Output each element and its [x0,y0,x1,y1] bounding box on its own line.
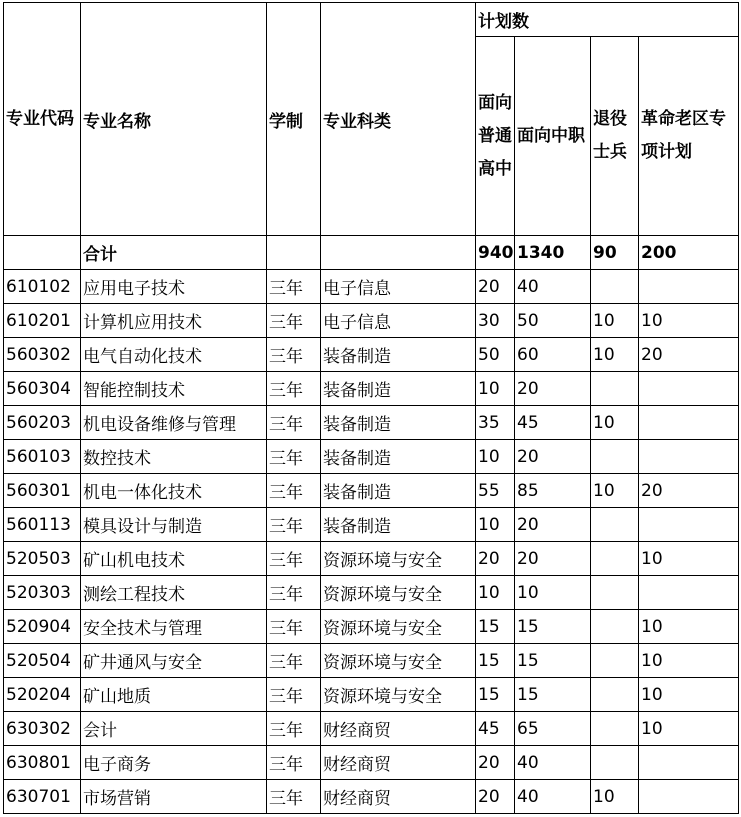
cell-category: 资源环境与安全 [321,678,476,712]
cell-plan-old-revolutionary: 10 [639,610,739,644]
table-row [4,304,739,338]
cell-plan-vocational: 45 [515,406,591,440]
table-row [4,746,739,780]
cell-plan-old-revolutionary [639,576,739,610]
header-duration: 学制 [267,3,321,236]
table-row [4,780,739,814]
cell-plan-vocational: 50 [515,304,591,338]
cell-code: 560203 [4,406,81,440]
total-old-revolutionary: 200 [639,236,739,270]
cell-duration: 三年 [267,678,321,712]
cell-code: 610201 [4,304,81,338]
cell-duration: 三年 [267,508,321,542]
cell-plan-vocational: 20 [515,542,591,576]
cell-name: 应用电子技术 [81,270,267,304]
cell-duration: 三年 [267,780,321,814]
cell-duration: 三年 [267,270,321,304]
cell-name: 测绘工程技术 [81,576,267,610]
cell-plan-highschool: 20 [476,780,515,814]
cell-name: 智能控制技术 [81,372,267,406]
cell-name: 机电设备维修与管理 [81,406,267,440]
cell-plan-highschool: 10 [476,508,515,542]
cell-name: 会计 [81,712,267,746]
cell-category: 装备制造 [321,406,476,440]
cell-code: 560301 [4,474,81,508]
cell-plan-highschool: 20 [476,542,515,576]
cell-code: 630302 [4,712,81,746]
cell-duration: 三年 [267,610,321,644]
total-row [4,236,739,270]
cell-plan-veterans [591,678,639,712]
total-duration-cell [267,236,321,270]
cell-category: 电子信息 [321,270,476,304]
cell-plan-old-revolutionary [639,372,739,406]
cell-name: 机电一体化技术 [81,474,267,508]
cell-plan-vocational: 20 [515,440,591,474]
table-row [4,372,739,406]
cell-plan-old-revolutionary [639,508,739,542]
table-row [4,440,739,474]
cell-category: 资源环境与安全 [321,576,476,610]
total-veterans: 90 [591,236,639,270]
cell-plan-vocational: 15 [515,678,591,712]
table-row [4,576,739,610]
cell-plan-vocational: 20 [515,372,591,406]
cell-plan-highschool: 10 [476,576,515,610]
cell-category: 装备制造 [321,372,476,406]
header-plan-veterans: 退役士兵 [591,37,639,236]
cell-plan-old-revolutionary: 10 [639,678,739,712]
total-label: 合计 [81,236,267,270]
cell-plan-highschool: 15 [476,610,515,644]
cell-duration: 三年 [267,474,321,508]
cell-name: 矿井通风与安全 [81,644,267,678]
cell-plan-veterans [591,542,639,576]
cell-code: 610102 [4,270,81,304]
cell-duration: 三年 [267,542,321,576]
table-header [4,3,739,236]
cell-duration: 三年 [267,338,321,372]
table-row [4,644,739,678]
table-row [4,270,739,304]
cell-duration: 三年 [267,406,321,440]
cell-name: 矿山机电技术 [81,542,267,576]
cell-plan-veterans [591,746,639,780]
cell-name: 市场营销 [81,780,267,814]
cell-plan-vocational: 10 [515,576,591,610]
cell-plan-veterans [591,644,639,678]
cell-plan-veterans [591,712,639,746]
cell-plan-veterans [591,270,639,304]
cell-plan-old-revolutionary [639,406,739,440]
cell-plan-highschool: 50 [476,338,515,372]
cell-duration: 三年 [267,576,321,610]
cell-plan-old-revolutionary: 10 [639,304,739,338]
header-name: 专业名称 [81,3,267,236]
header-category: 专业科类 [321,3,476,236]
cell-category: 财经商贸 [321,712,476,746]
cell-plan-veterans [591,610,639,644]
cell-plan-highschool: 35 [476,406,515,440]
table-row [4,406,739,440]
cell-plan-vocational: 40 [515,780,591,814]
cell-name: 模具设计与制造 [81,508,267,542]
cell-duration: 三年 [267,304,321,338]
cell-code: 630701 [4,780,81,814]
cell-plan-veterans [591,372,639,406]
cell-code: 520204 [4,678,81,712]
cell-plan-highschool: 15 [476,644,515,678]
cell-name: 安全技术与管理 [81,610,267,644]
header-plan: 计划数 [476,3,739,37]
total-code-cell [4,236,81,270]
cell-plan-highschool: 10 [476,372,515,406]
cell-plan-veterans: 10 [591,304,639,338]
cell-code: 630801 [4,746,81,780]
cell-plan-vocational: 40 [515,746,591,780]
table-row [4,508,739,542]
cell-category: 装备制造 [321,508,476,542]
cell-plan-vocational: 15 [515,644,591,678]
cell-plan-vocational: 85 [515,474,591,508]
cell-plan-old-revolutionary [639,440,739,474]
cell-name: 矿山地质 [81,678,267,712]
cell-category: 装备制造 [321,338,476,372]
cell-plan-veterans [591,576,639,610]
table-row [4,338,739,372]
cell-plan-veterans: 10 [591,474,639,508]
table-row [4,474,739,508]
cell-plan-vocational: 20 [515,508,591,542]
cell-name: 电子商务 [81,746,267,780]
cell-category: 资源环境与安全 [321,644,476,678]
cell-plan-highschool: 45 [476,712,515,746]
cell-plan-vocational: 65 [515,712,591,746]
cell-plan-old-revolutionary: 10 [639,542,739,576]
cell-duration: 三年 [267,440,321,474]
cell-plan-old-revolutionary: 20 [639,474,739,508]
cell-category: 电子信息 [321,304,476,338]
cell-code: 560103 [4,440,81,474]
enrollment-plan-table [3,2,739,814]
cell-category: 财经商贸 [321,780,476,814]
header-plan-highschool: 面向普通高中 [476,37,515,236]
cell-plan-highschool: 30 [476,304,515,338]
cell-plan-veterans: 10 [591,406,639,440]
cell-category: 资源环境与安全 [321,610,476,644]
cell-code: 520503 [4,542,81,576]
cell-plan-highschool: 15 [476,678,515,712]
cell-plan-veterans [591,440,639,474]
cell-name: 电气自动化技术 [81,338,267,372]
header-code: 专业代码 [4,3,81,236]
cell-plan-old-revolutionary [639,270,739,304]
cell-category: 装备制造 [321,474,476,508]
cell-plan-highschool: 20 [476,746,515,780]
total-highschool: 940 [476,236,515,270]
cell-duration: 三年 [267,372,321,406]
cell-plan-old-revolutionary: 20 [639,338,739,372]
header-plan-vocational: 面向中职 [515,37,591,236]
table-row [4,712,739,746]
cell-duration: 三年 [267,712,321,746]
cell-duration: 三年 [267,644,321,678]
cell-code: 560304 [4,372,81,406]
cell-duration: 三年 [267,746,321,780]
cell-name: 计算机应用技术 [81,304,267,338]
cell-plan-old-revolutionary: 10 [639,712,739,746]
cell-plan-veterans: 10 [591,338,639,372]
cell-plan-vocational: 40 [515,270,591,304]
table-row [4,678,739,712]
cell-name: 数控技术 [81,440,267,474]
cell-code: 520904 [4,610,81,644]
cell-plan-highschool: 20 [476,270,515,304]
cell-code: 520303 [4,576,81,610]
cell-category: 装备制造 [321,440,476,474]
cell-plan-veterans: 10 [591,780,639,814]
cell-category: 资源环境与安全 [321,542,476,576]
header-plan-old-revolutionary: 革命老区专项计划 [639,37,739,236]
cell-plan-old-revolutionary: 10 [639,644,739,678]
cell-plan-highschool: 55 [476,474,515,508]
table-body [4,236,739,814]
total-vocational: 1340 [515,236,591,270]
cell-code: 560302 [4,338,81,372]
cell-plan-vocational: 60 [515,338,591,372]
total-category-cell [321,236,476,270]
cell-plan-highschool: 10 [476,440,515,474]
cell-code: 560113 [4,508,81,542]
table-row [4,610,739,644]
cell-plan-veterans [591,508,639,542]
cell-plan-old-revolutionary [639,780,739,814]
cell-plan-vocational: 15 [515,610,591,644]
cell-category: 财经商贸 [321,746,476,780]
table-row [4,542,739,576]
cell-plan-old-revolutionary [639,746,739,780]
cell-code: 520504 [4,644,81,678]
